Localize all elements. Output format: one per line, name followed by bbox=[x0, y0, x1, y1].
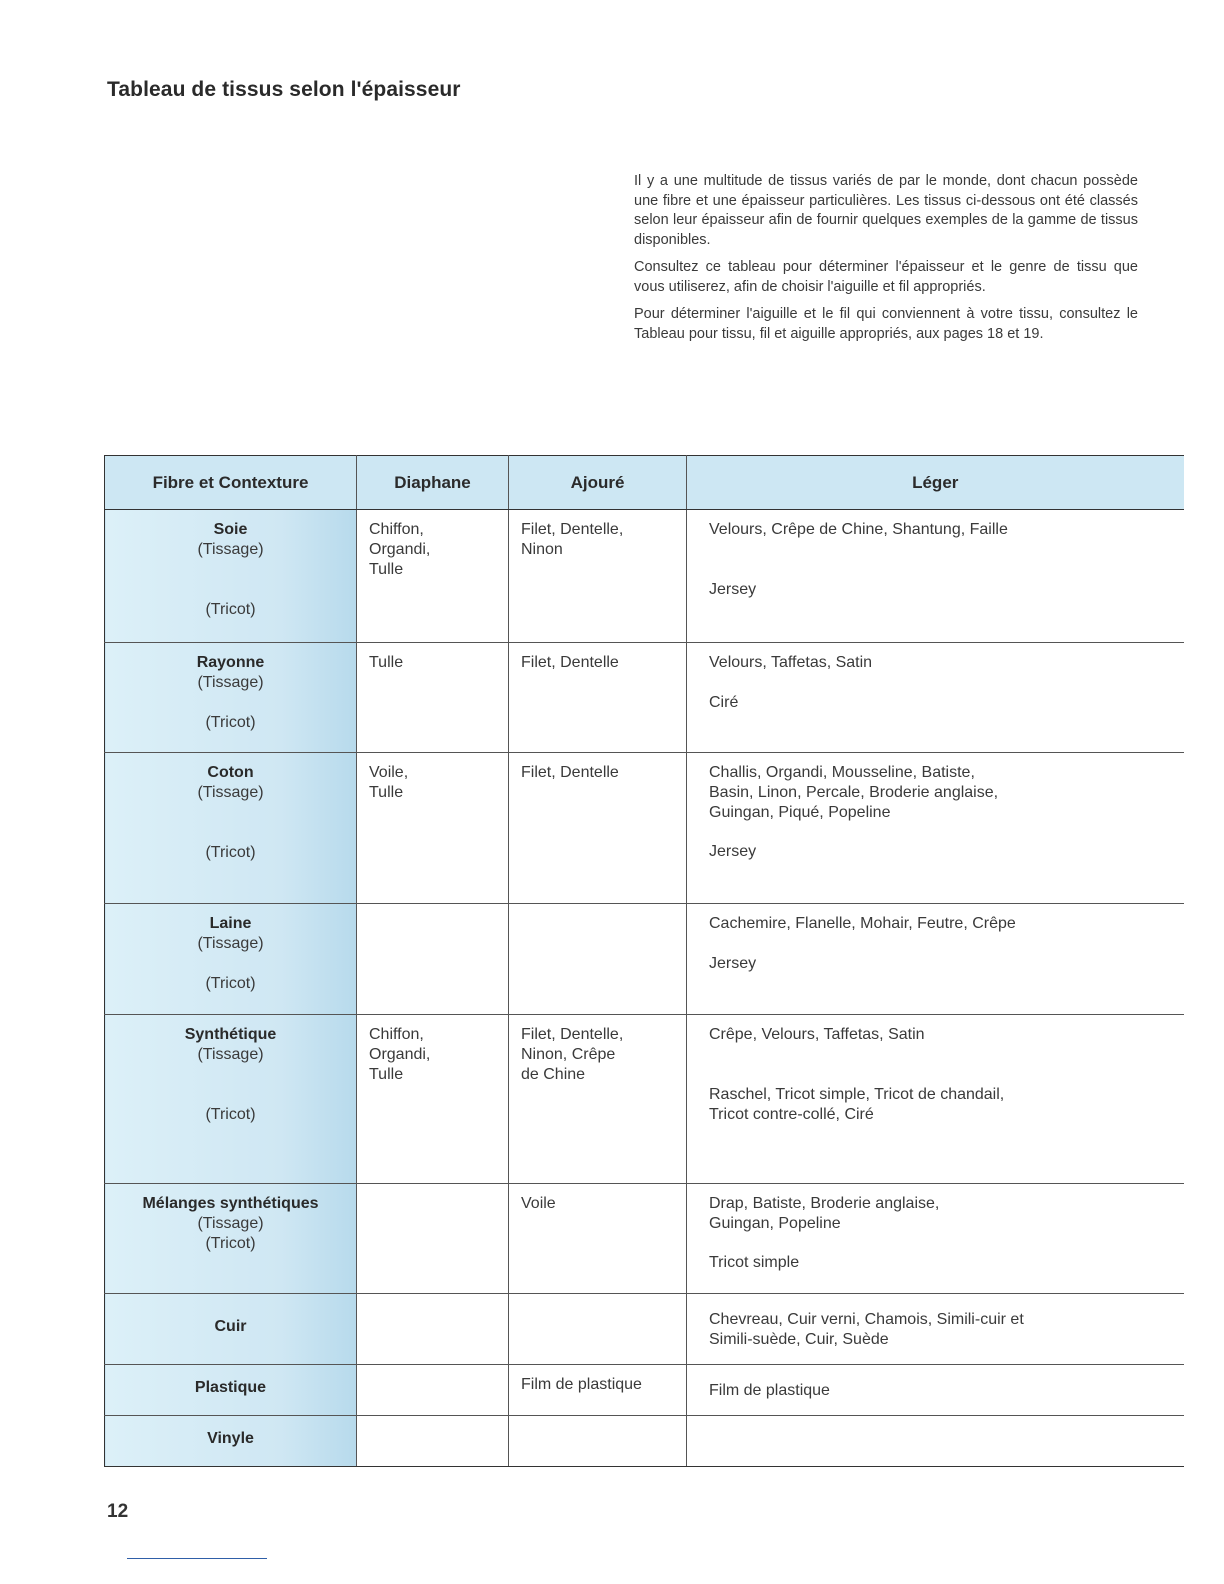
fibre-name: Plastique bbox=[194, 1379, 267, 1396]
table-row bbox=[105, 1416, 1184, 1467]
diaphane-cell-line: Voile, bbox=[369, 764, 409, 781]
ajoure-cell-line: Ninon bbox=[521, 541, 563, 558]
table-row bbox=[105, 510, 1184, 643]
ajoure-cell-line: Filet, Dentelle, bbox=[521, 521, 624, 538]
diaphane-cell-line: Organdi, bbox=[369, 541, 431, 558]
intro-text bbox=[634, 172, 1138, 352]
leger-cell bbox=[687, 1184, 1184, 1294]
fibre-cell bbox=[105, 753, 357, 904]
leger-knit-line: Tricot contre-collé, Ciré bbox=[709, 1106, 874, 1123]
leger-woven-line: Guingan, Piqué, Popeline bbox=[709, 804, 891, 821]
leger-woven-line: Film de plastique bbox=[709, 1382, 830, 1399]
table-row bbox=[105, 1015, 1184, 1184]
diaphane-cell bbox=[357, 510, 509, 643]
woven-label: (Tissage) bbox=[197, 1046, 264, 1063]
diaphane-cell-line: Chiffon, bbox=[369, 1026, 424, 1043]
ajoure-cell-line: Film de plastique bbox=[521, 1376, 642, 1393]
diaphane-cell-line: Tulle bbox=[369, 784, 404, 801]
knit-label: (Tricot) bbox=[205, 1235, 256, 1252]
leger-cell bbox=[687, 753, 1184, 904]
spacer bbox=[111, 1065, 350, 1105]
fibre-name: Soie bbox=[213, 521, 248, 538]
knit-label: (Tricot) bbox=[205, 714, 256, 731]
spacer bbox=[709, 934, 1172, 954]
fibre-name: Synthétique bbox=[184, 1026, 277, 1043]
woven-label: (Tissage) bbox=[197, 935, 264, 952]
header-fibre: Fibre et Contexture bbox=[105, 456, 357, 510]
leger-woven-line: Chevreau, Cuir verni, Chamois, Simili-cuir et bbox=[709, 1311, 1024, 1328]
leger-knit-line: Tricot simple bbox=[709, 1254, 800, 1271]
fibre-name: Mélanges synthétiques bbox=[142, 1195, 319, 1212]
leger-woven-line: Challis, Organdi, Mousseline, Batiste, bbox=[709, 764, 975, 781]
page-number: 12 bbox=[107, 1501, 129, 1522]
diaphane-cell bbox=[357, 1184, 509, 1294]
leger-knit-line: Jersey bbox=[709, 843, 757, 860]
fibre-cell bbox=[105, 1294, 357, 1365]
leger-woven-line: Velours, Taffetas, Satin bbox=[709, 654, 873, 671]
ajoure-cell-line: Ninon, Crêpe bbox=[521, 1046, 616, 1063]
woven-label: (Tissage) bbox=[197, 1215, 264, 1232]
diaphane-cell-line: Organdi, bbox=[369, 1046, 431, 1063]
fibre-cell bbox=[105, 1184, 357, 1294]
spacer bbox=[709, 673, 1172, 693]
leger-woven-line: Crêpe, Velours, Taffetas, Satin bbox=[709, 1026, 925, 1043]
diaphane-cell bbox=[357, 753, 509, 904]
diaphane-cell-line: Chiffon, bbox=[369, 521, 424, 538]
leger-cell bbox=[687, 904, 1184, 1015]
table-row bbox=[105, 1294, 1184, 1365]
knit-label: (Tricot) bbox=[205, 1106, 256, 1123]
page-title: Tableau de tissus selon l'épaisseur bbox=[107, 78, 461, 101]
leger-knit-line: Jersey bbox=[709, 581, 757, 598]
leger-woven-line: Velours, Crêpe de Chine, Shantung, Faille bbox=[709, 521, 1008, 538]
leger-cell bbox=[687, 643, 1184, 753]
spacer bbox=[709, 1234, 1172, 1253]
ajoure-cell-line: Filet, Dentelle bbox=[521, 654, 619, 671]
table-row bbox=[105, 904, 1184, 1015]
diaphane-cell-line: Tulle bbox=[369, 561, 404, 578]
woven-label: (Tissage) bbox=[197, 674, 264, 691]
ajoure-cell bbox=[509, 753, 687, 904]
fibre-name: Laine bbox=[209, 915, 252, 932]
leger-cell bbox=[687, 1015, 1184, 1184]
leger-woven-line: Basin, Linon, Percale, Broderie anglaise, bbox=[709, 784, 999, 801]
header-leger: Léger bbox=[687, 456, 1184, 510]
spacer bbox=[709, 540, 1172, 580]
fabric-weight-table bbox=[104, 455, 1184, 1467]
header-diaphane: Diaphane bbox=[357, 456, 509, 510]
intro-paragraph: Pour déterminer l'aiguille et le fil qui conviennent à votre tissu, consultez le Tableau pour tissu, fil et aiguille appropriés, aux pages 18 et 19. bbox=[634, 306, 1138, 342]
diaphane-cell bbox=[357, 1015, 509, 1184]
leger-cell bbox=[687, 1365, 1184, 1416]
ajoure-cell bbox=[509, 1365, 687, 1416]
ajoure-cell bbox=[509, 1416, 687, 1467]
knit-label: (Tricot) bbox=[205, 975, 256, 992]
intro-paragraph: Il y a une multitude de tissus variés de par le monde, dont chacun possède une fibre et une épaisseur particulières. Les tissus ci-dessous ont été classés selon leur épaisseur afin de fournir quelques exemples de la gamme de tissus disponibles. bbox=[634, 173, 1138, 248]
fibre-name: Coton bbox=[207, 764, 254, 781]
ajoure-cell bbox=[509, 1294, 687, 1365]
spacer bbox=[111, 560, 350, 600]
fibre-cell bbox=[105, 643, 357, 753]
diaphane-cell bbox=[357, 1365, 509, 1416]
leger-woven-line: Drap, Batiste, Broderie anglaise, bbox=[709, 1195, 940, 1212]
spacer bbox=[111, 803, 350, 843]
table-row bbox=[105, 643, 1184, 753]
table-row bbox=[105, 1184, 1184, 1294]
ajoure-cell bbox=[509, 1184, 687, 1294]
woven-label: (Tissage) bbox=[197, 541, 264, 558]
ajoure-cell bbox=[509, 510, 687, 643]
fibre-cell bbox=[105, 904, 357, 1015]
diaphane-cell bbox=[357, 643, 509, 753]
fibre-cell bbox=[105, 510, 357, 643]
diaphane-cell-line: Tulle bbox=[369, 1066, 404, 1083]
table-row bbox=[105, 1365, 1184, 1416]
ajoure-cell-line: de Chine bbox=[521, 1066, 586, 1083]
leger-woven-line: Guingan, Popeline bbox=[709, 1215, 841, 1232]
diaphane-cell bbox=[357, 904, 509, 1015]
spacer bbox=[111, 954, 350, 974]
leger-knit-line: Raschel, Tricot simple, Tricot de chandail, bbox=[709, 1086, 1005, 1103]
ajoure-cell-line: Filet, Dentelle bbox=[521, 764, 619, 781]
ajoure-cell bbox=[509, 643, 687, 753]
spacer bbox=[709, 823, 1172, 842]
knit-label: (Tricot) bbox=[205, 844, 256, 861]
table-row bbox=[105, 753, 1184, 904]
table-header-row bbox=[105, 456, 1184, 510]
ajoure-cell-line: Filet, Dentelle, bbox=[521, 1026, 624, 1043]
leger-knit-line: Jersey bbox=[709, 955, 757, 972]
leger-woven-line: Cachemire, Flanelle, Mohair, Feutre, Crêpe bbox=[709, 915, 1016, 932]
footer-rule bbox=[127, 1558, 267, 1559]
spacer bbox=[111, 693, 350, 713]
knit-label: (Tricot) bbox=[205, 601, 256, 618]
diaphane-cell bbox=[357, 1294, 509, 1365]
intro-paragraph: Consultez ce tableau pour déterminer l'épaisseur et le genre de tissu que vous utiliserez, afin de choisir l'aiguille et fil appropriés. bbox=[634, 259, 1138, 295]
header-ajoure: Ajouré bbox=[509, 456, 687, 510]
leger-cell bbox=[687, 510, 1184, 643]
fibre-name: Cuir bbox=[214, 1318, 247, 1335]
diaphane-cell-line: Tulle bbox=[369, 654, 404, 671]
spacer bbox=[709, 1045, 1172, 1085]
leger-cell bbox=[687, 1294, 1184, 1365]
leger-knit-line: Ciré bbox=[709, 694, 739, 711]
leger-cell bbox=[687, 1416, 1184, 1467]
diaphane-cell bbox=[357, 1416, 509, 1467]
ajoure-cell bbox=[509, 904, 687, 1015]
fibre-cell bbox=[105, 1365, 357, 1416]
ajoure-cell-line: Voile bbox=[521, 1195, 556, 1212]
fibre-cell bbox=[105, 1416, 357, 1467]
leger-woven-line: Simili-suède, Cuir, Suède bbox=[709, 1331, 889, 1348]
fibre-cell bbox=[105, 1015, 357, 1184]
fibre-name: Vinyle bbox=[207, 1430, 254, 1447]
fibre-name: Rayonne bbox=[196, 654, 265, 671]
ajoure-cell bbox=[509, 1015, 687, 1184]
woven-label: (Tissage) bbox=[197, 784, 264, 801]
